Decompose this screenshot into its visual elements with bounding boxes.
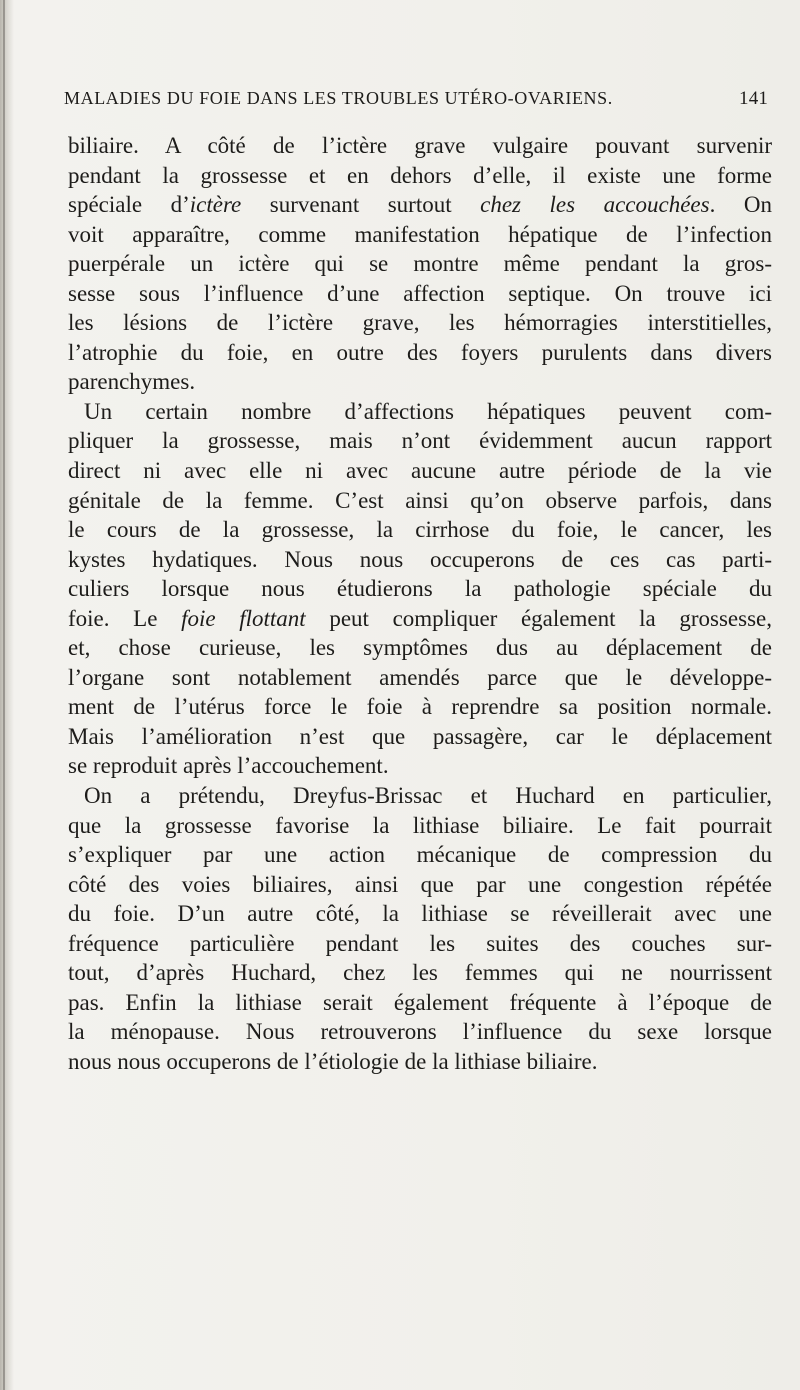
text-line	[68, 751, 772, 781]
text-line	[68, 958, 772, 988]
text-segment: . On	[709, 192, 772, 218]
text-segment: la ménopause. Nous retrouverons l’influence du sexe lorsque	[68, 1019, 772, 1045]
text-segment: foie. Le	[68, 605, 182, 631]
text-segment: le cours de la grossesse, la cirrhose du foie, le cancer, les	[68, 517, 772, 543]
text-line	[68, 161, 772, 191]
text-line	[68, 604, 772, 634]
text-segment: pliquer la grossesse, mais n’ont évidemment aucun rapport	[68, 428, 772, 454]
text-segment: pas. Enfin la lithiase serait également fréquente à l’époque de	[68, 989, 772, 1015]
text-segment: sesse sous l’influence d’une affection septique. On trouve ici	[68, 280, 772, 306]
italic-phrase: foie flottant	[181, 605, 306, 631]
text-segment: direct ni avec elle ni avec aucune autre période de la vie	[68, 458, 772, 484]
text-line	[68, 811, 772, 841]
text-segment: spéciale d’	[68, 192, 190, 218]
text-line	[68, 1017, 772, 1047]
text-line	[68, 367, 772, 397]
spine-edge	[3, 0, 5, 1390]
text-line	[68, 929, 772, 959]
text-segment: parenchymes.	[68, 369, 196, 395]
text-segment: fréquence particulière pendant les suites des couches sur-	[68, 930, 772, 956]
text-segment: du foie. D’un autre côté, la lithiase se réveillerait avec une	[68, 901, 772, 927]
text-line	[68, 574, 772, 604]
text-line	[68, 456, 772, 486]
text-segment: kystes hydatiques. Nous nous occuperons de ces cas parti-	[68, 546, 772, 572]
text-segment: nous nous occuperons de l’étiologie de la lithiase biliaire.	[68, 1048, 598, 1074]
text-line	[68, 840, 772, 870]
text-segment: pendant la grossesse et en dehors d’elle, il existe une forme	[68, 162, 772, 188]
text-line	[68, 190, 772, 220]
page-number: 141	[739, 88, 769, 109]
text-line	[68, 338, 772, 368]
text-segment: et, chose curieuse, les symptômes dus au déplacement de	[68, 635, 772, 661]
text-segment: Mais l’amélioration n’est que passagère, car le déplacement	[68, 723, 772, 749]
text-line	[68, 692, 772, 722]
text-line	[68, 515, 772, 545]
text-segment: Un certain nombre d’affections hépatiques peuvent com-	[84, 398, 772, 424]
text-segment: biliaire. A côté de l’ictère grave vulgaire pouvant survenir	[68, 133, 772, 158]
text-segment: l’organe sont notablement amendés parce que le développe-	[68, 664, 772, 690]
text-segment: tout, d’après Huchard, chez les femmes qui ne nourrissent	[68, 960, 772, 986]
text-line	[68, 1047, 772, 1077]
italic-phrase: ictère	[189, 192, 242, 218]
text-line	[68, 426, 772, 456]
running-head-title: MALADIES DU FOIE DANS LES TROUBLES UTÉRO-OVARIENS.	[64, 88, 613, 108]
text-line	[68, 781, 772, 811]
text-line	[68, 663, 772, 693]
text-segment: survenant surtout	[241, 192, 481, 218]
text-line	[68, 722, 772, 752]
italic-phrase: chez les accouchées	[480, 192, 710, 218]
body-text	[68, 131, 772, 1077]
text-segment: s’expliquer par une action mécanique de compression du	[68, 842, 772, 868]
text-segment: côté des voies biliaires, ainsi que par une congestion répétée	[68, 871, 772, 897]
running-head	[64, 88, 769, 118]
text-line	[68, 220, 772, 250]
text-segment: voit apparaître, comme manifestation hépatique de l’infection	[68, 221, 772, 247]
text-line	[68, 131, 772, 161]
text-line	[68, 486, 772, 516]
text-segment: les lésions de l’ictère grave, les hémorragies interstitielles,	[68, 310, 772, 336]
text-line	[68, 397, 772, 427]
text-line	[68, 308, 772, 338]
text-line	[68, 279, 772, 309]
text-line	[68, 249, 772, 279]
text-line	[68, 899, 772, 929]
text-segment: que la grossesse favorise la lithiase biliaire. Le fait pourrait	[68, 812, 772, 838]
text-line	[68, 633, 772, 663]
text-line	[68, 545, 772, 575]
text-segment: puerpérale un ictère qui se montre même pendant la gros-	[68, 251, 772, 277]
text-segment: On a prétendu, Dreyfus-Brissac et Huchard en particulier,	[84, 783, 772, 809]
text-line	[68, 870, 772, 900]
text-segment: peut compliquer également la grossesse,	[305, 605, 773, 631]
text-segment: se reproduit après l’accouchement.	[68, 753, 389, 779]
text-segment: génitale de la femme. C’est ainsi qu’on observe parfois, dans	[68, 487, 772, 513]
text-segment: l’atrophie du foie, en outre des foyers purulents dans divers	[68, 339, 772, 365]
text-line	[68, 988, 772, 1018]
text-segment: ment de l’utérus force le foie à reprendre sa position normale.	[68, 694, 772, 720]
text-segment: culiers lorsque nous étudierons la pathologie spéciale du	[68, 576, 772, 602]
